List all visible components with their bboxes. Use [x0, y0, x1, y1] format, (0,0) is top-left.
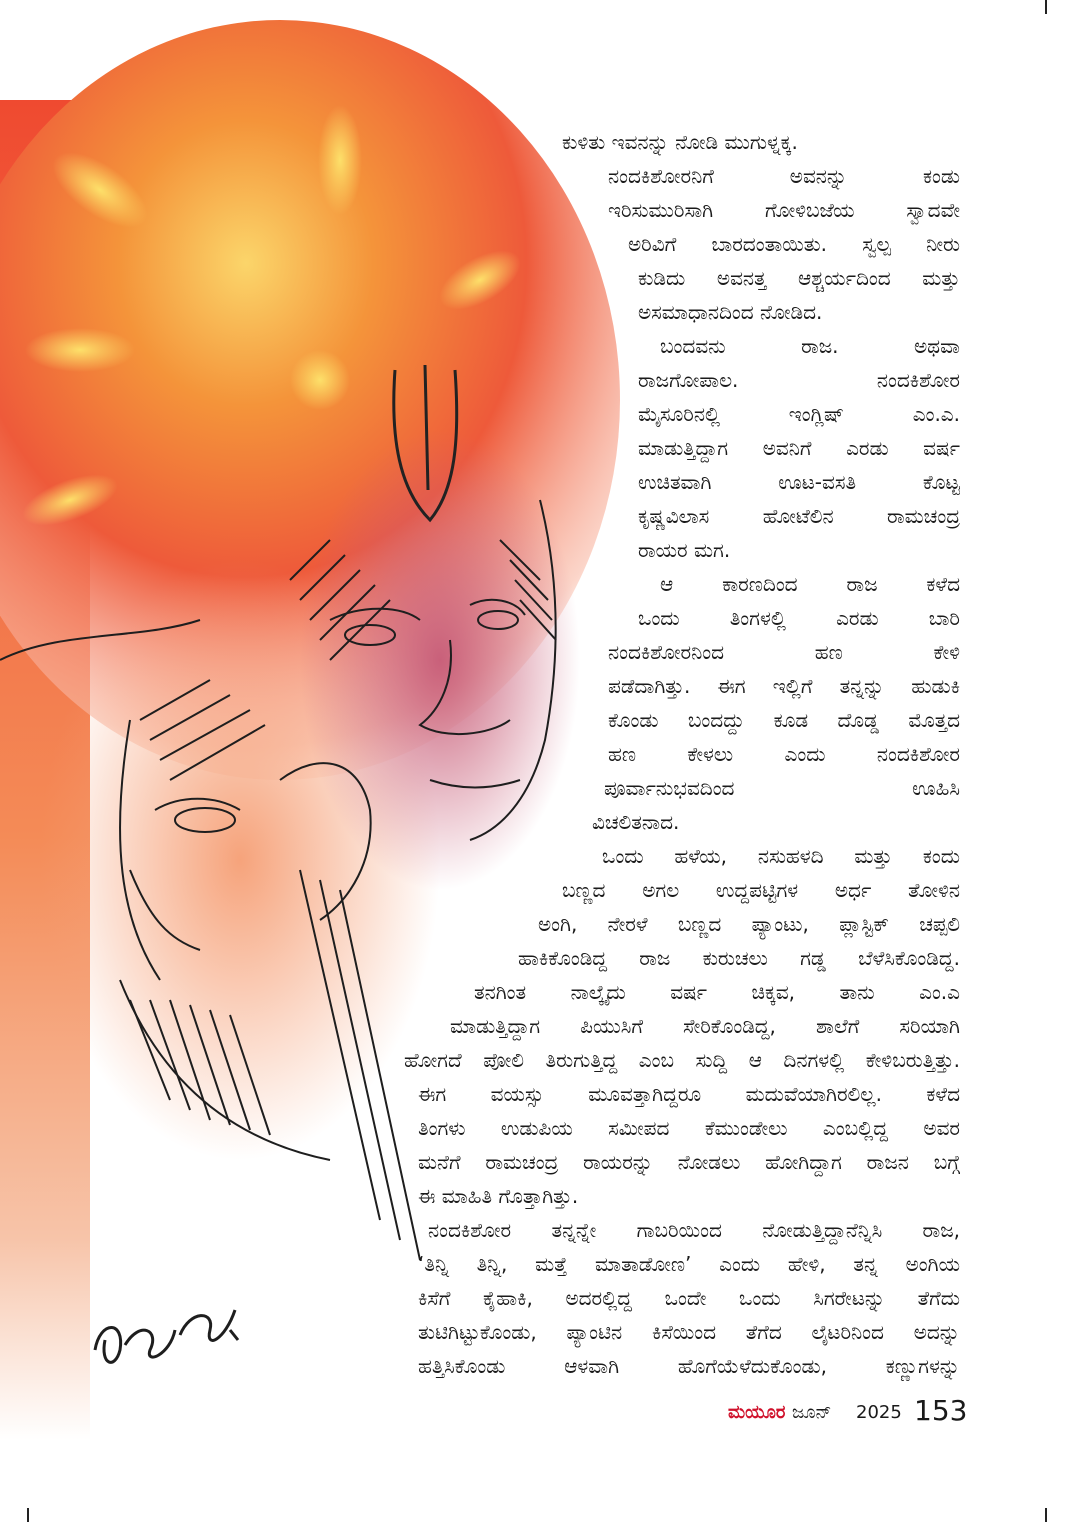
- text-line: ಪಡೆದಾಗಿತ್ತು. ಈಗ ಇಲ್ಲಿಗೆ ತನ್ನನ್ನು ಹುಡುಕಿ: [608, 674, 960, 698]
- issue-year: 2025: [856, 1402, 902, 1423]
- text-line: ಹೋಗದೆ ಪೋಲಿ ತಿರುಗುತ್ತಿದ್ದ ಎಂಬ ಸುದ್ದಿ ಆ ದಿನಗಳಲ್ಲಿ ಕೇಳಿಬರುತ್ತಿತ್ತು.: [404, 1048, 960, 1072]
- text-line: ಅಸಮಾಧಾನದಿಂದ ನೋಡಿದ.: [638, 300, 823, 324]
- text-line: ಹಣ ಕೇಳಲು ಎಂದು ನಂದಕಿಶೋರ: [608, 742, 960, 766]
- crop-mark-bottom-left: [27, 1508, 29, 1522]
- crop-mark-top-right: [1045, 0, 1047, 14]
- text-line: ಈ ಮಾಹಿತಿ ಗೊತ್ತಾಗಿತ್ತು.: [418, 1184, 579, 1208]
- text-line: ಕೃಷ್ಣವಿಲಾಸ ಹೋಟೆಲಿನ ರಾಮಚಂದ್ರ: [638, 504, 960, 528]
- text-line: ಕೊಂಡು ಬಂದದ್ದು ಕೂಡ ದೊಡ್ಡ ಮೊತ್ತದ: [608, 708, 960, 732]
- text-line: ಹಾಕಿಕೊಂಡಿದ್ದ ರಾಜ ಕುರುಚಲು ಗಡ್ಡ ಬೆಳೆಸಿಕೊಂಡಿದ್ದ.: [518, 946, 960, 970]
- text-line: ಮಾಡುತ್ತಿದ್ದಾಗ ಪಿಯುಸಿಗೆ ಸೇರಿಕೊಂಡಿದ್ದ, ಶಾಲೆಗೆ ಸರಿಯಾಗಿ: [450, 1014, 960, 1038]
- text-line: ‘ತಿನ್ನಿ ತಿನ್ನಿ, ಮತ್ತೆ ಮಾತಾಡೋಣ’ ಎಂದು ಹೇಳಿ, ತನ್ನ ಅಂಗಿಯ: [418, 1252, 960, 1276]
- page-footer: [728, 1393, 968, 1429]
- text-line: ಆ ಕಾರಣದಿಂದ ರಾಜ ಕಳೆದ: [660, 572, 960, 596]
- text-line: ಅರಿವಿಗೆ ಬಾರದಂತಾಯಿತು. ಸ್ವಲ್ಪ ನೀರು: [628, 232, 960, 256]
- text-line: ಮನೆಗೆ ರಾಮಚಂದ್ರ ರಾಯರನ್ನು ನೋಡಲು ಹೋಗಿದ್ದಾಗ ರಾಜನ ಬಗ್ಗೆ: [418, 1150, 960, 1174]
- text-line: ತನಗಿಂತ ನಾಲ್ಕೈದು ವರ್ಷ ಚಿಕ್ಕವ, ತಾನು ಎಂ.ಎ: [474, 980, 960, 1004]
- text-line: ರಾಜಗೋಪಾಲ. ನಂದಕಿಶೋರ: [638, 368, 960, 392]
- text-line: ಮಾಡುತ್ತಿದ್ದಾಗ ಅವನಿಗೆ ಎರಡು ವರ್ಷ: [638, 436, 960, 460]
- text-line: ನಂದಕಿಶೋರನಿಂದ ಹಣ ಕೇಳಿ: [608, 640, 960, 664]
- crop-mark-bottom-right: [1045, 1508, 1047, 1522]
- text-line: ಇರಿಸುಮುರಿಸಾಗಿ ಗೋಳಿಬಜೆಯ ಸ್ವಾದವೇ: [608, 198, 960, 222]
- text-line: ಅಂಗಿ, ನೇರಳೆ ಬಣ್ಣದ ಪ್ಯಾಂಟು, ಪ್ಲಾಸ್ಟಿಕ್ ಚಪ್ಪಲಿ: [538, 912, 960, 936]
- text-line: ವಿಚಲಿತನಾದ.: [592, 810, 680, 834]
- text-line: ಪೂರ್ವಾನುಭವದಿಂದ ಊಹಿಸಿ: [604, 776, 960, 800]
- text-line: ಉಚಿತವಾಗಿ ಊಟ-ವಸತಿ ಕೊಟ್ಟ: [638, 470, 960, 494]
- page-number: 153: [914, 1394, 968, 1427]
- text-line: ನಂದಕಿಶೋರನಿಗೆ ಅವನನ್ನು ಕಂಡು: [608, 164, 960, 188]
- issue-month: ಜೂನ್: [792, 1402, 832, 1423]
- magazine-name: ಮಯೂರ: [728, 1402, 786, 1423]
- text-line: ನಂದಕಿಶೋರ ತನ್ನನ್ನೇ ಗಾಬರಿಯಿಂದ ನೋಡುತ್ತಿದ್ದಾನೆನ್ನಿಸಿ ರಾಜ,: [428, 1218, 960, 1242]
- text-line: ಒಂದು ಹಳೆಯ, ನಸುಹಳದಿ ಮತ್ತು ಕಂದು: [602, 844, 960, 868]
- text-line: ತಿಂಗಳು ಉಡುಪಿಯ ಸಮೀಪದ ಕೆಮುಂಡೇಲು ಎಂಬಲ್ಲಿದ್ದ ಅವರ: [418, 1116, 960, 1140]
- face-right-shade: [300, 430, 580, 890]
- text-line: ಮೈಸೂರಿನಲ್ಲಿ ಇಂಗ್ಲಿಷ್ ಎಂ.ಎ.: [638, 402, 960, 426]
- text-line: ಬಂದವನು ರಾಜ. ಅಥವಾ: [660, 334, 960, 358]
- signature-text: ಜಾಲಿಜ: [0, 20, 3, 21]
- text-line: ಕುಡಿದು ಅವನತ್ತ ಆಶ್ಚರ್ಯದಿಂದ ಮತ್ತು: [638, 266, 960, 290]
- text-line: ಹತ್ತಿಸಿಕೊಂಡು ಆಳವಾಗಿ ಹೊಗೆಯೆಳೆದುಕೊಂಡು, ಕಣ್ಣುಗಳನ್ನು: [418, 1354, 960, 1378]
- text-line: ಈಗ ವಯಸ್ಸು ಮೂವತ್ತಾಗಿದ್ದರೂ ಮದುವೆಯಾಗಿರಲಿಲ್ಲ. ಕಳೆದ: [418, 1082, 960, 1106]
- text-line: ತುಟಿಗಿಟ್ಟುಕೊಂಡು, ಪ್ಯಾಂಟಿನ ಕಿಸೆಯಿಂದ ತೆಗೆದ ಲೈಟರಿನಿಂದ ಅದನ್ನು: [418, 1320, 960, 1344]
- text-line: ಕಿಸೆಗೆ ಕೈಹಾಕಿ, ಅದರಲ್ಲಿದ್ದ ಒಂದೇ ಒಂದು ಸಿಗರೇಟನ್ನು ತೆಗೆದು: [418, 1286, 960, 1310]
- text-line: ಕುಳಿತು ಇವನನ್ನು ನೋಡಿ ಮುಗುಳ್ನಕ್ಕ.: [562, 130, 798, 154]
- signature: [95, 1310, 238, 1362]
- text-line: ರಾಯರ ಮಗ.: [638, 538, 731, 562]
- text-line: ಬಣ್ಣದ ಅಗಲ ಉದ್ದಪಟ್ಟಿಗಳ ಅರ್ಧ ತೋಳಿನ: [562, 878, 960, 902]
- text-line: ಒಂದು ತಿಂಗಳಲ್ಲಿ ಎರಡು ಬಾರಿ: [638, 606, 960, 630]
